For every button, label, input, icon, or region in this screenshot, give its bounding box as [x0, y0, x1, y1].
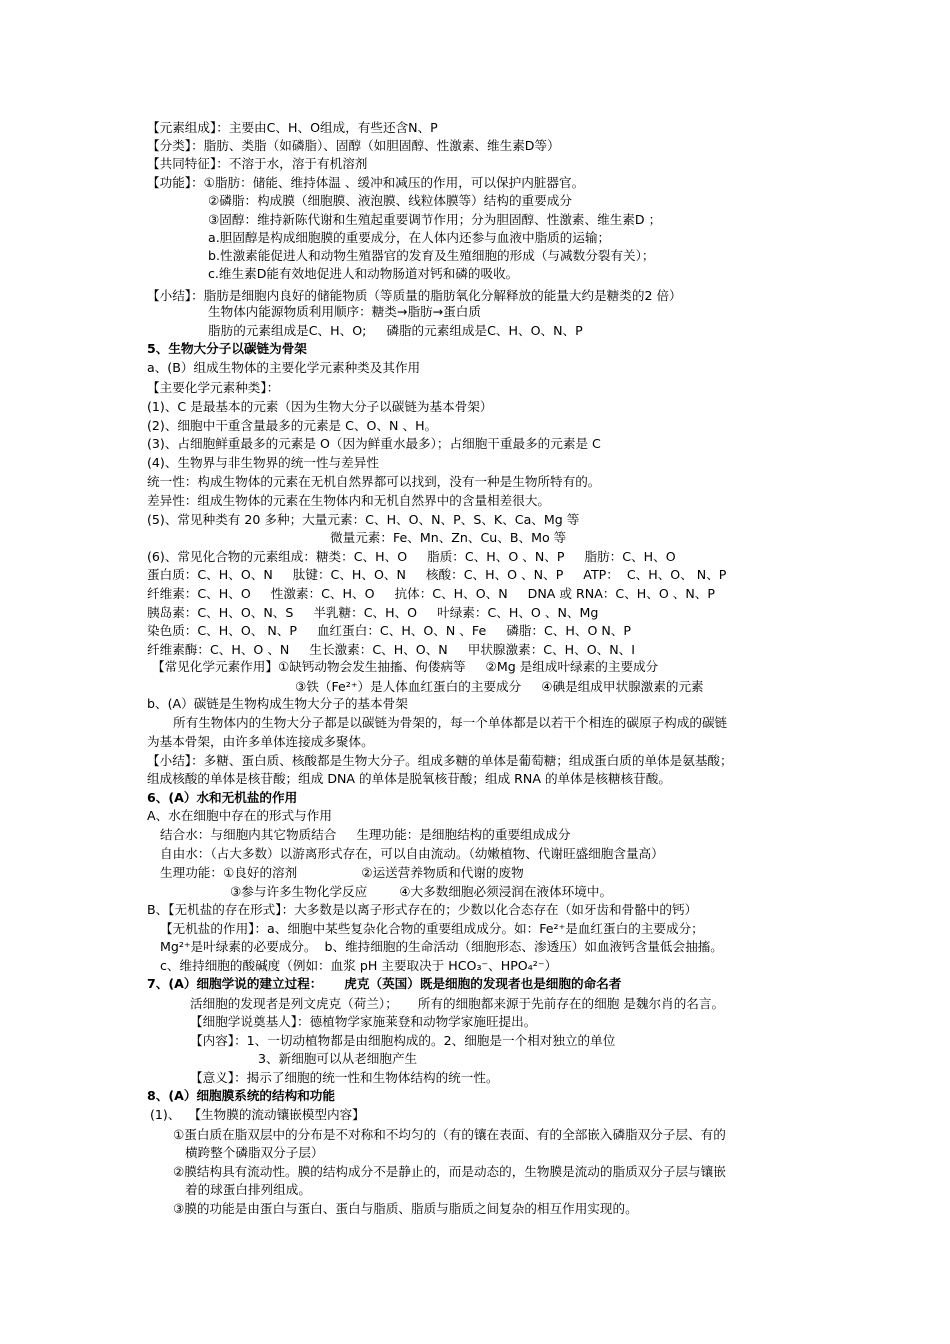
section-heading: 5、生物大分子以碳链为骨架 — [147, 341, 307, 356]
text-line: 横跨整个磷脂双分子层） — [185, 1145, 324, 1160]
text-line: ③膜的功能是由蛋白与蛋白、蛋白与脂质、脂质与脂质之间复杂的相互作用实现的。 — [173, 1201, 638, 1216]
text-line: ③铁（Fe²⁺）是人体血红蛋白的主要成分 ④碘是组成甲状腺激素的元素 — [295, 679, 704, 694]
text-line: A、水在细胞中存在的形式与作用 — [147, 808, 332, 823]
text-line: 微量元素：Fe、Mn、Zn、Cu、B、Mo 等 — [330, 530, 567, 545]
text-line: 自由水：（占大多数）以游离形式存在，可以自由流动。（幼嫩植物、代谢旺盛细胞含量高） — [160, 846, 664, 861]
text-line: 【内容】：1、一切动植物都是由细胞构成的。2、细胞是一个相对独立的单位 — [190, 1033, 616, 1048]
text-line: (4)、生物界与非生物界的统一性与差异性 — [147, 455, 379, 470]
text-line: (6)、常见化合物的元素组成：糖类：C、H、O 脂质：C、H、O 、N、P 脂肪：C、H、O — [147, 549, 676, 564]
text-line: 生物体内能源物质利用顺序：糖类→脂肪→蛋白质 — [208, 304, 481, 319]
text-line: 结合水：与细胞内其它物质结合 生理功能：是细胞结构的重要组成成分 — [160, 827, 571, 842]
text-line: ③固醇：维持新陈代谢和生殖起重要调节作用；分为胆固醇、性激素、维生素D ； — [208, 212, 662, 227]
text-line: 活细胞的发现者是列文虎克（荷兰）； 所有的细胞都来源于先前存在的细胞 是魏尔肖的名言。 — [190, 996, 725, 1011]
text-line: ③参与许多生物化学反应 ④大多数细胞必须浸润在液体环境中。 — [230, 884, 613, 899]
text-line: 生理功能：①良好的溶剂 ②运送营养物质和代谢的废物 — [160, 865, 524, 880]
text-line: 【元素组成】：主要由C、H、O组成，有些还含N、P — [147, 120, 438, 135]
text-line: c.维生素D能有效地促进人和动物肠道对钙和磷的吸收。 — [208, 266, 519, 281]
text-line: 统一性：构成生物体的元素在无机自然界都可以找到，没有一种是生物所特有的。 — [147, 474, 601, 489]
text-line: ②磷脂：构成膜（细胞膜、液泡膜、线粒体膜等）结构的重要成分 — [208, 193, 572, 208]
text-line: 组成核酸的单体是核苷酸；组成 DNA 的单体是脱氧核苷酸；组成 RNA 的单体是核糖核苷酸。 — [147, 771, 671, 786]
text-line: 【共同特征】：不溶于水，溶于有机溶剂 — [147, 156, 368, 171]
text-line: Mg²⁺是叶绿素的必要成分。 b、维持细胞的生命活动（细胞形态、渗透压）如血液钙含量低会抽搐。 — [160, 939, 723, 954]
text-line: 3、新细胞可以从老细胞产生 — [258, 1051, 418, 1066]
subsection-heading: b、(A）碳链是生物构成生物大分子的基本骨架 — [147, 696, 408, 711]
text-line: 染色质：C、H、O、 N、P 血红蛋白：C、H、O、N 、Fe 磷脂：C、H、O N、P — [147, 623, 631, 638]
text-line: 所有生物体内的生物大分子都是以碳链为骨架的，每一个单体都是以若干个相连的碳原子构成的碳链 — [173, 715, 728, 730]
text-line: 【常见化学元素作用】①缺钙动物会发生抽搐、佝偻病等 ②Mg 是组成叶绿素的主要成分 — [152, 659, 659, 674]
text-line: 【功能】：①脂肪：储能、维持体温 、缓冲和减压的作用，可以保护内脏器官。 — [147, 175, 585, 190]
text-line: 【小结】：多糖、蛋白质、核酸都是生物大分子。组成多糖的单体是葡萄糖；组成蛋白质的单体是氨基酸； — [147, 753, 733, 768]
text-line: 为基本骨架，由许多单体连接成多聚体。 — [147, 734, 374, 749]
text-line: 【细胞学说奠基人】：德植物学家施莱登和动物学家施旺提出。 — [190, 1014, 537, 1029]
text-line: b.性激素能促进人和动物生殖器官的发育及生殖细胞的形成（与减数分裂有关）； — [208, 248, 655, 263]
text-line: 脂肪的元素组成是C、H、O; 磷脂的元素组成是C、H、O、N、P — [208, 323, 583, 338]
text-line: 着的球蛋白排列组成。 — [185, 1182, 311, 1197]
text-line: ②膜结构具有流动性。膜的结构成分不是静止的，而是动态的，生物膜是流动的脂质双分子层与镶嵌 — [173, 1164, 726, 1179]
text-line: 【无机盐的作用】：a、细胞中某些复杂化合物的重要组成成分。如：Fe²⁺是血红蛋白的主要成分； — [160, 921, 704, 936]
text-line: ①蛋白质在脂双层中的分布是不对称和不均匀的（有的镶在表面、有的全部嵌入磷脂双分子层、有的 — [173, 1127, 726, 1142]
text-line: (3)、占细胞鲜重最多的元素是 O（因为鲜重水最多）；占细胞干重最多的元素是 C — [147, 436, 601, 451]
text-line: 纤维素：C、H、O 性激素：C、H、O 抗体：C、H、O、N DNA 或 RNA：C、H、O 、N、P — [147, 586, 715, 601]
text-line: B、【无机盐的存在形式】：大多数是以离子形式存在的；少数以化合态存在（如牙齿和骨骼中的钙） — [147, 902, 698, 917]
text-line: (1)、C 是最基本的元素（因为生物大分子以碳链为基本骨架） — [147, 399, 493, 414]
text-line: (5)、常见种类有 20 多种；大量元素：C、H、O、N、P、S、K、Ca、Mg 等 — [147, 512, 580, 527]
text-line: c、维持细胞的酸碱度（例如：血浆 pH 主要取决于 HCO₃⁻、HPO₄²⁻） — [160, 958, 558, 973]
text-line: a.胆固醇是构成细胞膜的重要成分，在人体内还参与血液中脂质的运输； — [208, 230, 611, 245]
text-line: 【分类】：脂肪、类脂（如磷脂）、固醇（如胆固醇、性激素、维生素D等） — [147, 138, 560, 153]
text-line: (1)、 【生物膜的流动镶嵌模型内容】 — [150, 1107, 365, 1122]
text-line: 胰岛素：C、H、O、N、S 半乳糖：C、H、O 叶绿素：C、H、O 、N、Mg — [147, 605, 599, 620]
text-line: (2)、细胞中干重含量最多的元素是 C、O、N 、H。 — [147, 418, 438, 433]
text-line: 纤维素酶：C、H、O 、N 生长激素：C、H、O、N 甲状腺激素：C、H、O、N、I — [147, 642, 635, 657]
subsection-heading: a、(B）组成生物体的主要化学元素种类及其作用 — [147, 360, 421, 375]
section-heading: 8、(A）细胞膜系统的结构和功能 — [147, 1088, 335, 1103]
text-line: 【主要化学元素种类】： — [147, 380, 280, 395]
section-heading: 6、(A）水和无机盐的作用 — [147, 790, 298, 805]
text-line: 【小结】：脂肪是细胞内良好的储能物质（等质量的脂肪氧化分解释放的能量大约是糖类的2 倍） — [147, 288, 682, 303]
text-line: 蛋白质：C、H、O、N 肽键：C、H、O、N 核酸：C、H、O 、N、P ATP： C、H、O、 N、P — [147, 567, 727, 582]
text-line: 【意义】：揭示了细胞的统一性和生物体结构的统一性。 — [190, 1070, 499, 1085]
text-line: 差异性：组成生物体的元素在生物体内和无机自然界中的含量相差很大。 — [147, 493, 550, 508]
section-heading: 7、(A）细胞学说的建立过程： 虎克（英国）既是细胞的发现者也是细胞的命名者 — [147, 976, 622, 991]
